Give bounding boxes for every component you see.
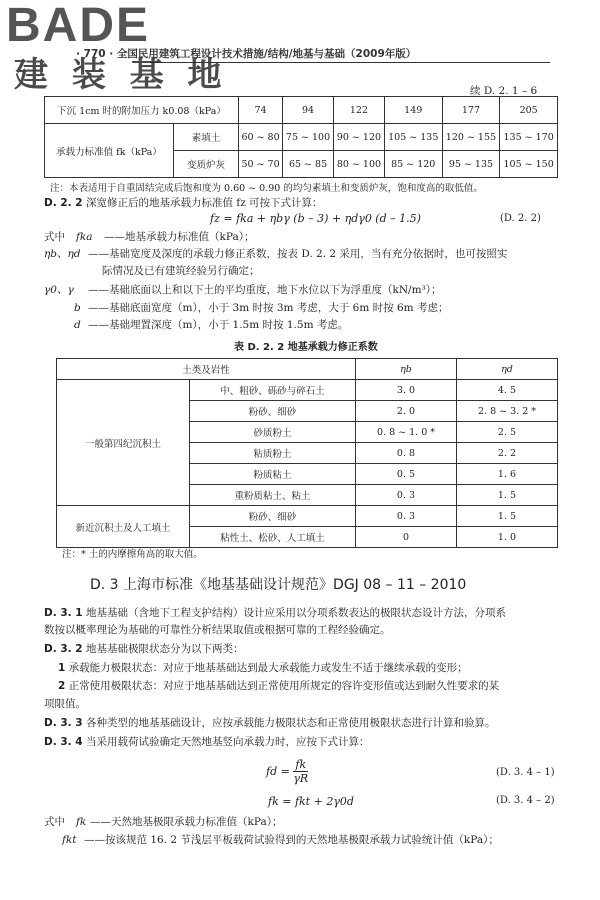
table-cell: 承载力标准值 fk（kPa）	[45, 124, 174, 178]
clause-d22	[44, 196, 323, 211]
table-cell: 2. 0	[356, 401, 457, 422]
table-cell: 205	[500, 97, 558, 124]
where-label: 式中	[44, 231, 65, 243]
fraction-numerator: fk	[293, 758, 308, 772]
definition-text: ——地基承载力标准值（kPa）；	[104, 231, 255, 243]
table-cell: 中、粗砂、砾砂与碎石土	[190, 380, 356, 401]
table-cell: 变质炉灰	[174, 151, 239, 178]
table-cell: 粘质粉土	[190, 443, 356, 464]
symbol: fkt	[62, 834, 77, 846]
table-cell: 重粉质粘土、粘土	[190, 485, 356, 506]
table-cell: 2. 8 ~ 3. 2 *	[457, 401, 558, 422]
table-header: ηb	[356, 359, 457, 380]
table-cell: 105 ~ 135	[384, 124, 442, 151]
table-note: 注：本表适用于自重固结完成后饱和度为 0.60 ~ 0.90 的均匀素填土和变质炉灰，饱和度高的取低值。	[50, 183, 483, 194]
table-cell: 下沉 1cm 时的附加压力 k0.08（kPa）	[45, 97, 239, 124]
clause-text: 地基基础（含地下工程支护结构）设计应采用以分项系数表达的极限状态设计方法，分项系	[85, 607, 506, 619]
table-d22	[56, 358, 558, 548]
symbol: fk	[76, 816, 87, 828]
fraction	[293, 758, 308, 785]
table-cell: 120 ~ 155	[442, 124, 500, 151]
clause-text: 地基基础极限状态分为以下两类：	[85, 643, 244, 655]
table-cell: 新近沉积土及人工填土	[57, 506, 190, 548]
fraction-denominator: γR	[293, 772, 309, 785]
symbol: fka	[76, 231, 93, 243]
clause-number: D. 3. 3	[44, 717, 83, 729]
definition-text: 际情况及已有建筑经验另行确定；	[102, 265, 260, 277]
table-cell: 85 ~ 120	[384, 151, 442, 178]
table-cell: 177	[442, 97, 500, 124]
table-cell: 65 ~ 85	[283, 151, 334, 178]
list-item	[58, 661, 468, 676]
section-title: D. 3 上海市标准《地基基础设计规范》DGJ 08 – 11 – 2010	[90, 577, 467, 593]
item-text: 项限值。	[44, 698, 86, 710]
table-cell: 80 ~ 100	[334, 151, 385, 178]
formula-number: (D. 2. 2)	[500, 213, 541, 224]
formula-number: (D. 3. 4 – 1)	[496, 767, 555, 778]
clause-d33	[44, 716, 495, 731]
table-cell: 60 ~ 80	[239, 124, 283, 151]
table-note: 注：* 土的内摩擦角高的取大值。	[62, 549, 203, 560]
clause-number: D. 3. 1	[44, 607, 83, 619]
table-cell: 0. 3	[356, 506, 457, 527]
header-rule	[150, 62, 550, 63]
formula-d341	[266, 758, 308, 785]
table-cell: 砂质粉土	[190, 422, 356, 443]
table-cell: 2. 5	[457, 422, 558, 443]
symbol: d	[74, 319, 81, 331]
definition-text: ——天然地基极限承载力标准值（kPa）；	[90, 816, 283, 828]
list-item	[58, 679, 499, 694]
table-cell: 0	[356, 527, 457, 548]
clause-number: D. 2. 2	[44, 197, 83, 209]
table-d216	[44, 96, 558, 178]
table-cell: 0. 8	[356, 443, 457, 464]
running-header: · 770 · 全国民用建筑工程设计技术措施/结构/地基与基础（2009年版）	[76, 48, 417, 60]
formula-d342: fk = fkt + 2γ0d	[268, 795, 354, 808]
table-cell: 1. 5	[457, 485, 558, 506]
table-cell: 素填土	[174, 124, 239, 151]
table-cell: 135 ~ 170	[500, 124, 558, 151]
table-cell: 2. 2	[457, 443, 558, 464]
definition-text: ——基础埋置深度（m），小于 1.5m 时按 1.5m 考虑。	[88, 319, 349, 331]
clause-d31	[44, 606, 506, 621]
table-continued-label: 续 D. 2. 1 – 6	[470, 85, 538, 97]
symbol: ηb、ηd	[44, 248, 81, 260]
table-cell: 94	[283, 97, 334, 124]
table-cell: 3. 0	[356, 380, 457, 401]
table-cell: 4. 5	[457, 380, 558, 401]
table-cell: 149	[384, 97, 442, 124]
table-cell: 粉砂、细砂	[190, 401, 356, 422]
table-header: 土类及岩性	[57, 359, 356, 380]
table-cell: 74	[239, 97, 283, 124]
table-cell: 1. 0	[457, 527, 558, 548]
table-cell: 90 ~ 120	[334, 124, 385, 151]
logo-chinese: 建 装 基 地	[14, 55, 228, 95]
table-header: ηd	[457, 359, 558, 380]
table-caption: 表 D. 2. 2 地基承载力修正系数	[234, 342, 378, 353]
clause-text: 数按以概率理论为基础的可靠性分析结果取值或根据可靠的工程经验确定。	[44, 624, 391, 636]
formula-lhs: fd =	[266, 765, 290, 778]
item-text: 正常使用极限状态：对应于地基基础达到正常使用所规定的容许变形值或达到耐久性要求的某	[68, 680, 500, 692]
definition-text: ——基础宽度及深度的承载力修正系数，按表 D. 2. 2 采用，当有充分依据时，也可按照实	[88, 248, 508, 260]
formula-number: (D. 3. 4 – 2)	[496, 795, 555, 806]
table-cell: 粉质粘土	[190, 464, 356, 485]
table-cell: 1. 5	[457, 506, 558, 527]
logo-wordmark: BADE	[6, 0, 151, 52]
table-cell: 粘性土、松砂、人工填土	[190, 527, 356, 548]
definition-text: ——按该规范 16. 2 节浅层平板载荷试验得到的天然地基极限承载力试验统计值（kPa）；	[84, 834, 499, 846]
clause-text: 各种类型的地基基础设计，应按承载能力极限状态和正常使用极限状态进行计算和验算。	[85, 717, 496, 729]
table-cell: 50 ~ 70	[239, 151, 283, 178]
clause-text: 深宽修正后的地基承载力标准值 fz 可按下式计算：	[85, 197, 323, 209]
clause-text: 当采用载荷试验确定天然地基竖向承载力时，应按下式计算：	[85, 736, 370, 748]
table-cell: 0. 8 ~ 1. 0 *	[356, 422, 457, 443]
where-label: 式中	[44, 816, 65, 828]
table-cell: 122	[334, 97, 385, 124]
table-cell: 75 ~ 100	[283, 124, 334, 151]
item-number: 2	[58, 680, 66, 692]
clause-number: D. 3. 2	[44, 643, 83, 655]
formula-d22: fz = fka + ηbγ (b – 3) + ηdγ0 (d – 1.5)	[210, 212, 421, 225]
table-cell: 粉砂、细砂	[190, 506, 356, 527]
table-cell: 0. 3	[356, 485, 457, 506]
symbol: b	[74, 302, 81, 314]
clause-d32	[44, 642, 243, 657]
item-text: 承载能力极限状态：对应于地基基础达到最大承载能力或发生不适于继续承载的变形；	[68, 662, 468, 674]
symbol: γ0、γ	[44, 284, 74, 296]
table-cell: 105 ~ 150	[500, 151, 558, 178]
table-cell: 一般第四纪沉积土	[57, 380, 190, 506]
definition-text: ——基础底面以上和以下土的平均重度，地下水位以下为浮重度（kN/m³）；	[88, 284, 442, 296]
clause-d34	[44, 735, 369, 750]
table-cell: 95 ~ 135	[442, 151, 500, 178]
item-number: 1	[58, 662, 66, 674]
table-cell: 1. 6	[457, 464, 558, 485]
clause-number: D. 3. 4	[44, 736, 83, 748]
table-cell: 0. 5	[356, 464, 457, 485]
definition-text: ——基础底面宽度（m），小于 3m 时按 3m 考虑，大于 6m 时按 6m 考虑；	[88, 302, 449, 314]
